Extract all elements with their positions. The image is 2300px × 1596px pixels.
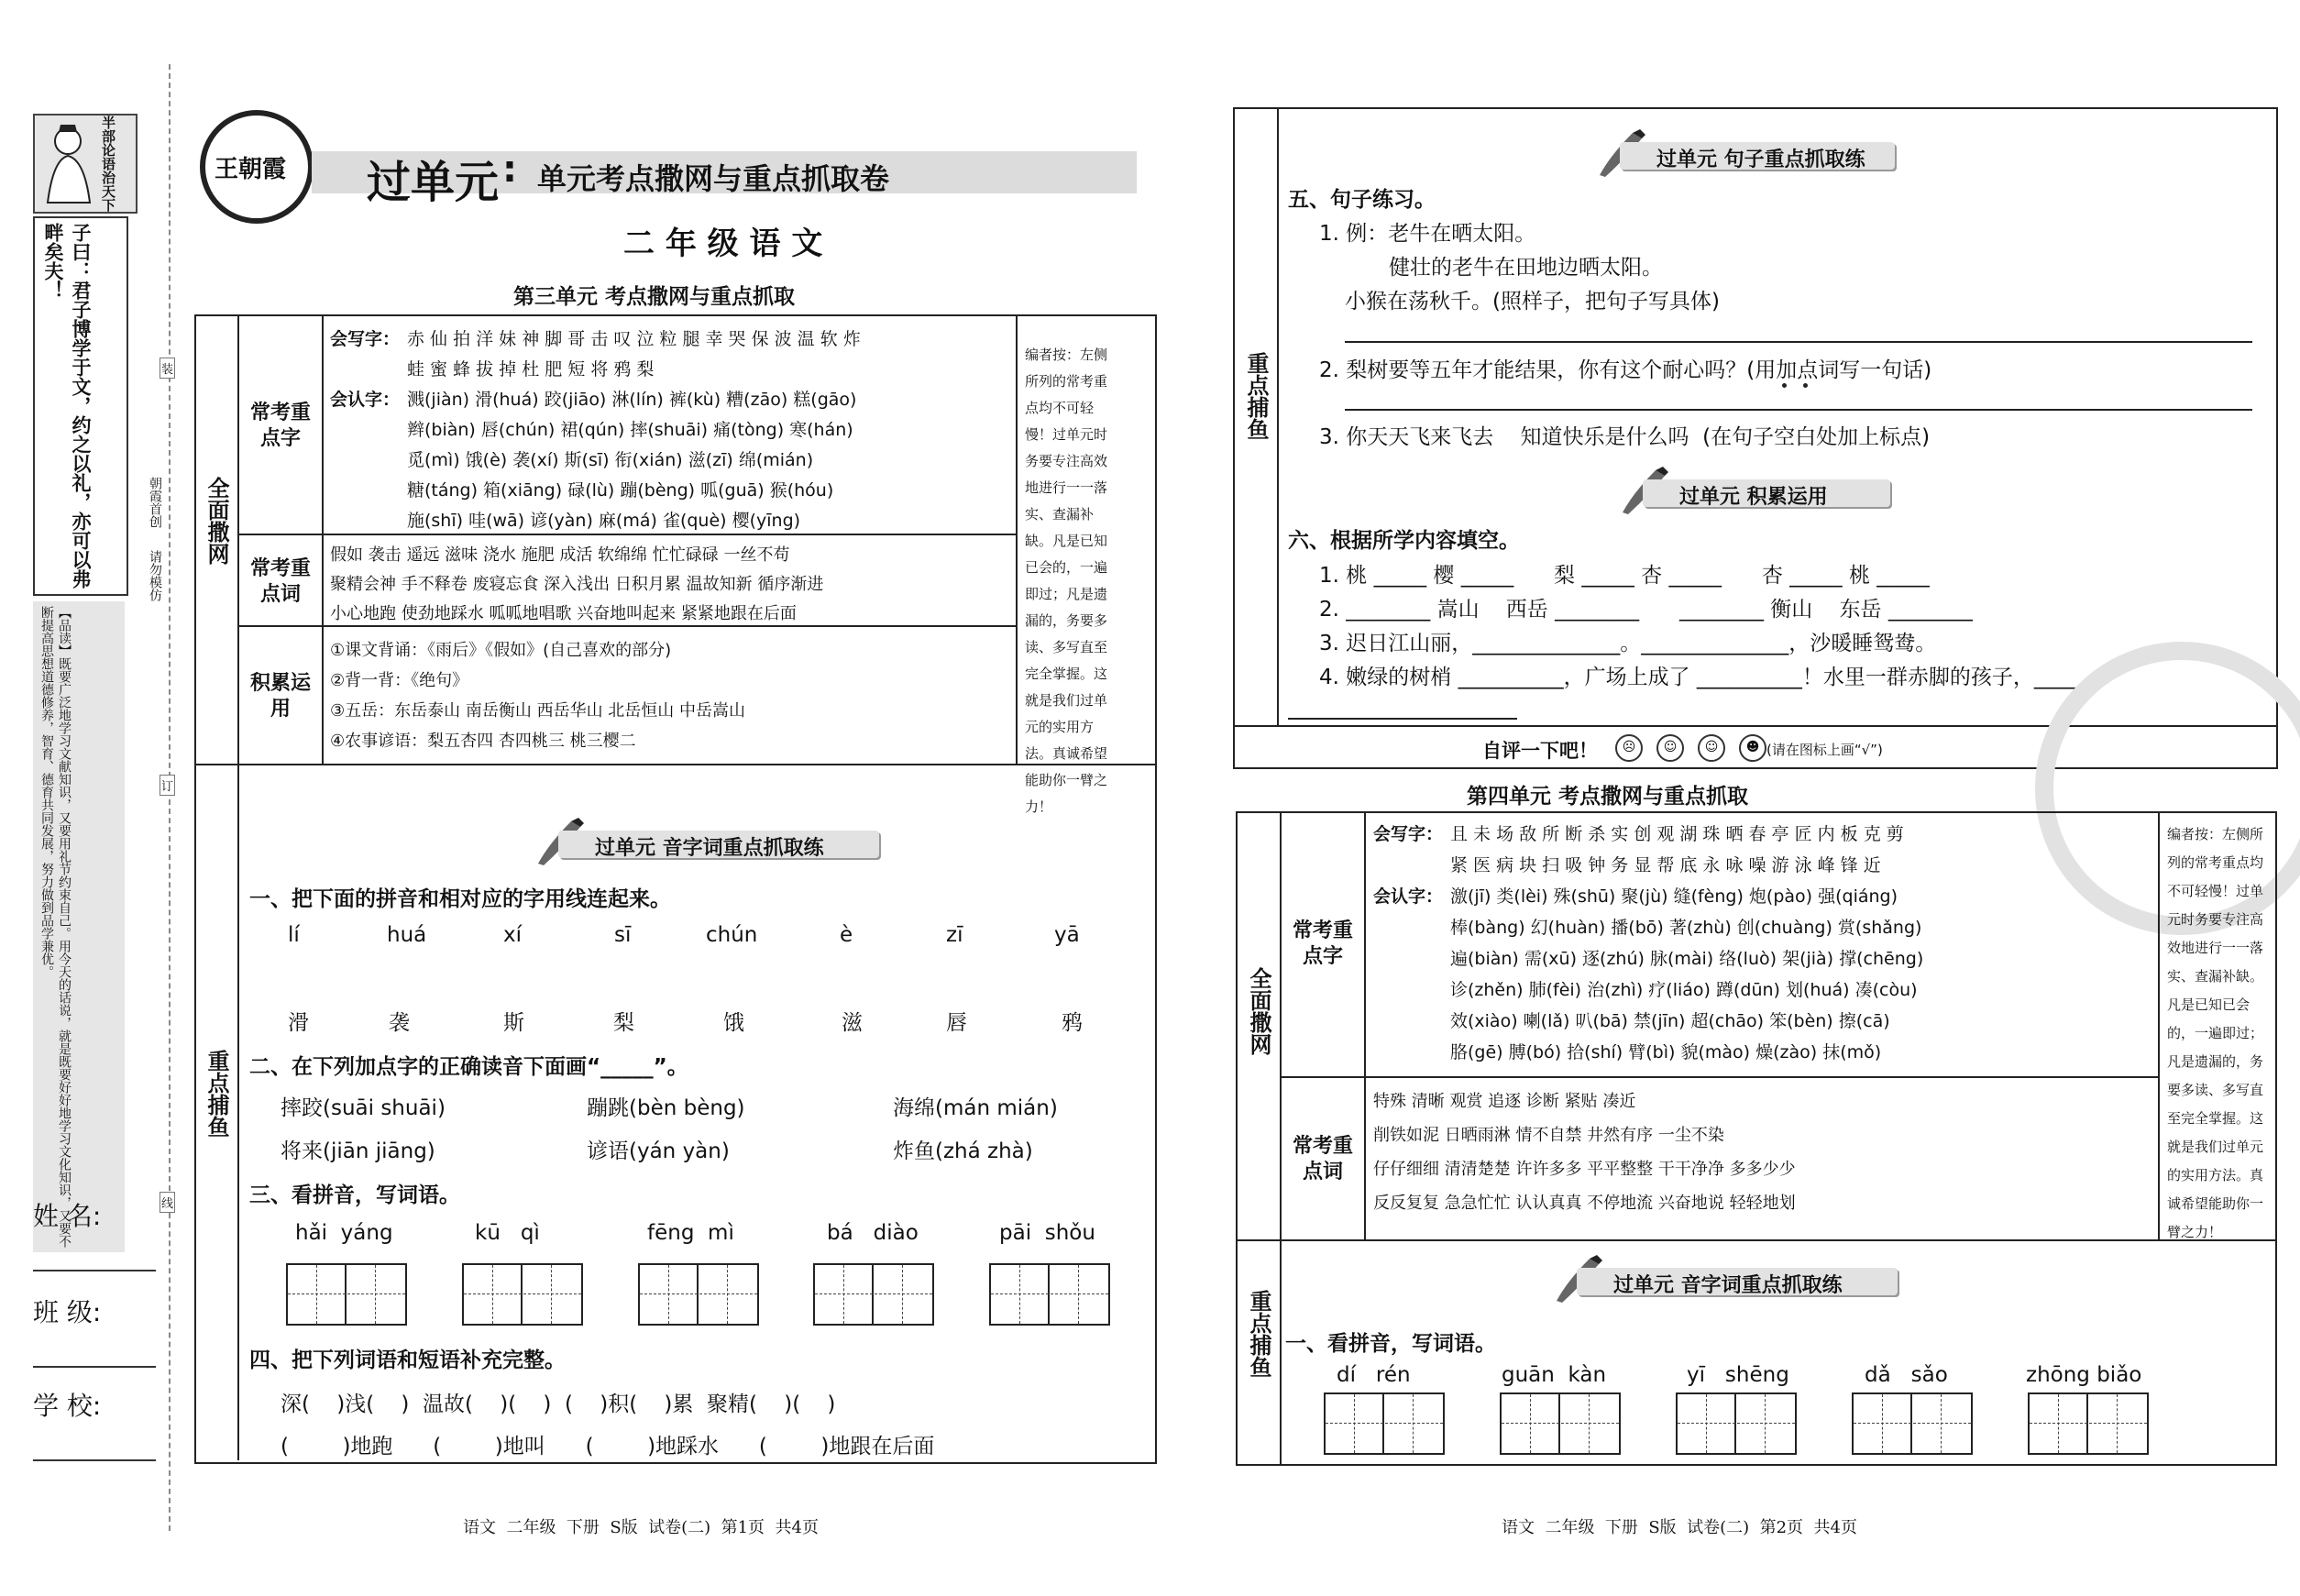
unit3-q2-item-5[interactable]: 谚语(yán yàn)	[587, 1139, 730, 1163]
laugh-face-icon[interactable]: ☻	[1739, 734, 1766, 762]
unit3-row1-label: 常考重点字	[249, 402, 311, 450]
self-eval-label: 自评一下吧！	[1482, 740, 1598, 762]
unit3-read-label: 会认字：	[330, 390, 401, 410]
q5-1-prompt: 小猴在荡秋千。(照样子，把句子写具体)	[1345, 290, 1720, 314]
q6-title: 六、根据所学内容填空。	[1288, 529, 1520, 553]
sad-face-icon[interactable]: ☹	[1615, 734, 1643, 762]
unit3-read-line-5: 施(shī) 哇(wā) 谚(yàn) 麻(má) 雀(què) 樱(yīng)	[407, 511, 801, 531]
unit4-q1-box-3[interactable]	[1676, 1392, 1797, 1455]
unit3-read-line-4: 糖(táng) 箱(xiāng) 碌(lù) 蹦(bèng) 呱(guā) 猴(hóu)	[407, 480, 834, 501]
q5-2-prompt: 2. 梨树要等五年才能结果，你有这个耐心吗？(用加点词写一句话)	[1319, 358, 1932, 382]
unit3-q1-pinyin-2[interactable]: huá	[387, 923, 427, 947]
unit3-q3-box-3[interactable]	[638, 1263, 759, 1326]
unit4-read-line-3: 遍(biàn) 需(xū) 逐(zhú) 脉(mài) 络(luò) 架(jià) 撑(chēng)	[1450, 949, 1924, 969]
school-field[interactable]	[33, 1386, 156, 1461]
unit4-words-line-4: 反反复复 急急忙忙 认认真真 不停地流 兴奋地说 轻轻地划	[1373, 1194, 1796, 1213]
cut-mark-1: 装	[160, 358, 175, 379]
emphasis-dot-1	[1782, 383, 1787, 388]
q5-2-answer-line[interactable]	[1345, 409, 2252, 411]
unit3-q4-line-2[interactable]: ( )地跑 ( )地叫 ( )地踩水 ( )地跟在后面	[281, 1435, 935, 1458]
title-colon: :	[502, 149, 517, 191]
sentence-banner	[1592, 137, 1895, 173]
q5-3-prompt[interactable]: 3. 你天天飞来飞去 知道快乐是什么吗 (在句子空白处加上标点)	[1319, 425, 1931, 449]
unit3-q3-box-4[interactable]	[813, 1263, 934, 1326]
unit3-q3-box-5[interactable]	[989, 1263, 1110, 1326]
unit4-q1-pinyin-2: guān kàn	[1502, 1363, 1607, 1387]
unit4-q1-pinyin-5: zhōng biǎo	[2026, 1363, 2142, 1387]
unit4-q1-box-4[interactable]	[1852, 1392, 1973, 1455]
unit3-q2: 二、在下列加点字的正确读音下面画“_____”。	[249, 1055, 688, 1079]
sage-illustration	[33, 114, 138, 214]
title-main: 过单元	[367, 157, 500, 208]
unit4-read-line-1: 激(jī) 类(lèi) 殊(shū) 聚(jù) 缝(fèng) 炮(pào) 强(qiáng)	[1450, 886, 1898, 907]
unit4-q1-box-1[interactable]	[1324, 1392, 1445, 1455]
unit3-accum-line-1: ①课文背诵：《雨后》《假如》(自己喜欢的部分)	[330, 641, 672, 660]
unit3-q3-pinyin-2: kū qì	[475, 1221, 540, 1245]
brand-logo	[200, 110, 314, 224]
unit3-q2-item-4[interactable]: 将来(jiān jiāng)	[281, 1139, 435, 1163]
q5-1-example: 1. 例：老牛在晒太阳。	[1319, 222, 1536, 246]
unit3-q1-pinyin-4[interactable]: sī	[614, 923, 632, 947]
unit4-read-line-6: 胳(gē) 膊(bó) 拾(shí) 臂(bì) 貌(mào) 燥(zào) 抹(mǒ)	[1450, 1042, 1882, 1062]
unit3-q1-pinyin-7[interactable]: zī	[946, 923, 963, 947]
unit3-q1-pinyin-3[interactable]: xí	[503, 923, 523, 947]
q6-2[interactable]: 2. ________ 嵩山 西岳 ________ ________ 衡山 东岳 ________	[1319, 598, 1973, 622]
grade-title: 二 年 级 语 文	[623, 226, 823, 262]
title-sub: 单元考点撒网与重点抓取卷	[537, 161, 890, 196]
unit3-q1-char-2[interactable]: 袭	[389, 1011, 410, 1035]
q5-title: 五、句子练习。	[1288, 188, 1436, 212]
unit4-write-label: 会写字：	[1373, 824, 1444, 844]
emphasis-dot-2	[1803, 383, 1808, 388]
q6-4[interactable]: 4. 嫩绿的树梢 __________，广场上成了 __________！水里一群赤脚的孩子，_____	[1319, 666, 2087, 689]
name-label: 姓 名:	[33, 1201, 102, 1231]
unit4-read-line-4: 诊(zhěn) 肺(fèi) 治(zhì) 疗(liáo) 蹲(dūn) 划(huá) 凑(còu)	[1450, 980, 1918, 1000]
q6-4-continuation-line[interactable]	[1288, 718, 1517, 720]
q6-1[interactable]: 1. 桃 _____ 樱 _____ 梨 _____ 杏 _____ 杏 _____ 桃 _____	[1319, 564, 1930, 588]
unit3-q1-pinyin-6[interactable]: è	[840, 923, 853, 947]
page2-footer: 语文 二年级 下册 S版 试卷(二) 第2页 共4页	[1502, 1518, 1857, 1537]
unit3-accum-line-2: ②背一背：《绝句》	[330, 671, 469, 690]
unit3-q3-pinyin-1: hǎi yáng	[295, 1221, 393, 1245]
unit4-words-line-2: 削铁如泥 日晒雨淋 情不自禁 井然有序 一尘不染	[1373, 1126, 1724, 1145]
self-eval-note: (请在图标上画“√”)	[1766, 742, 1883, 758]
sentence-banner-label: 过单元 句子重点抓取练	[1656, 149, 1865, 171]
unit3-q1-char-6[interactable]: 滋	[842, 1011, 863, 1035]
unit3-practice-label: 过单元 音字词重点抓取练	[595, 837, 824, 860]
brand-name: 王朝霞	[215, 156, 287, 183]
page1-footer: 语文 二年级 下册 S版 试卷(二) 第1页 共4页	[463, 1518, 819, 1537]
unit3-title: 第三单元 考点撒网与重点抓取	[513, 285, 796, 309]
unit3-read-line-2: 辫(biàn) 唇(chún) 裙(qún) 摔(shuāi) 痛(tòng) 寒(hán)	[407, 420, 853, 440]
unit3-q1-pinyin-1[interactable]: lí	[288, 923, 300, 947]
unit4-side-main: 全面撒网	[1246, 967, 1271, 1055]
unit4-practice-banner	[1549, 1262, 1898, 1299]
unit3-read-line-1: 溅(jiàn) 滑(huá) 跤(jiāo) 淋(lín) 裤(kù) 糟(zāo) 糕(gāo)	[407, 390, 857, 410]
series-label: 半部论语治天下	[100, 116, 116, 212]
unit3-q1-char-7[interactable]: 唇	[946, 1011, 967, 1035]
unit3-write-label: 会写字：	[330, 329, 401, 349]
unit3-side-focus: 重点捕鱼	[204, 1050, 229, 1138]
unit3-q4: 四、把下列词语和短语补充完整。	[249, 1348, 566, 1372]
unit3-words-line-1: 假如 袭击 遥远 滋味 浇水 施肥 成活 软绵绵 忙忙碌碌 一丝不苟	[330, 545, 790, 565]
unit3-q1-char-8[interactable]: 鸦	[1062, 1011, 1083, 1035]
unit3-q2-item-6[interactable]: 炸鱼(zhá zhà)	[893, 1139, 1033, 1163]
q5-1-sample: 健壮的老牛在田地边晒太阳。	[1389, 256, 1663, 280]
unit3-q2-item-3[interactable]: 海绵(mán mián)	[893, 1096, 1058, 1120]
quote-text: 子曰：君子博学于文，约之以礼，亦可以弗畔矣夫！	[42, 223, 92, 589]
cut-mark-3: 线	[160, 1192, 175, 1213]
unit4-read-line-2: 棒(bàng) 幻(huàn) 播(bō) 著(zhù) 创(chuàng) 赏(shǎng)	[1450, 918, 1922, 938]
right-side-focus: 重点捕鱼	[1243, 352, 1269, 440]
unit3-q3-pinyin-4: bá diào	[827, 1221, 919, 1245]
unit4-table	[1236, 811, 2277, 1466]
smile-face-icon[interactable]: ☺	[1698, 734, 1725, 762]
unit3-words-line-3: 小心地跑 使劲地踩水 呱呱地唱歌 兴奋地叫起来 紧紧地跟在后面	[330, 604, 797, 623]
unit3-q2-item-1[interactable]: 摔跤(suāi shuāi)	[281, 1096, 446, 1120]
class-field[interactable]	[33, 1293, 156, 1368]
unit3-row2-label: 常考重点词	[249, 557, 311, 606]
unit4-editor-note: 编者按：左侧所列的常考重点均不可轻慢！过单元时务要专注高效地进行一一落实、查漏补缺。凡是已知已会的，一遍即过；凡是遗漏的，务要多读、多写直至完全掌握。这就是我们过单元的实用方法。真诚希望能助你一臂之力！	[2167, 826, 2264, 1240]
unit4-q1-box-2[interactable]	[1500, 1392, 1621, 1455]
unit4-row1-label: 常考重点字	[1292, 919, 1353, 968]
unit3-q4-line-1[interactable]: 深( )浅( ) 温故( )( ) ( )积( )累 聚精( )( )	[281, 1392, 836, 1416]
pindu-box	[33, 601, 125, 1252]
unit4-words-line-1: 特殊 清晰 观赏 追逐 诊断 紧贴 凑近	[1373, 1092, 1636, 1111]
accum-banner	[1615, 474, 1890, 511]
unit4-practice-label: 过单元 音字词重点抓取练	[1613, 1274, 1843, 1297]
side-note-1: 朝霞首创	[148, 477, 162, 528]
unit3-words-line-2: 聚精会神 手不释卷 废寝忘食 深入浅出 日积月累 温故知新 循序渐进	[330, 575, 824, 594]
unit3-table	[194, 314, 1157, 1464]
unit3-q3-pinyin-3: fēng mì	[647, 1221, 734, 1245]
unit4-title: 第四单元 考点撒网与重点抓取	[1467, 785, 1749, 809]
unit3-q3-box-1[interactable]	[286, 1263, 407, 1326]
unit4-q1-pinyin-3: yī shēng	[1687, 1363, 1789, 1387]
unit3-accum-line-3: ③五岳：东岳泰山 南岳衡山 西岳华山 北岳恒山 中岳嵩山	[330, 701, 746, 721]
sage-portrait-icon	[35, 116, 136, 212]
unit3-q1-pinyin-8[interactable]: yā	[1054, 923, 1080, 947]
q5-1-answer-line[interactable]	[1345, 341, 2252, 343]
unit3-side-main: 全面撒网	[204, 477, 229, 565]
unit3-write-line-1: 赤 仙 拍 洋 妹 神 脚 哥 击 叹 泣 粒 腿 幸 哭 保 波 温 软 炸	[407, 329, 861, 349]
unit3-q1-char-3[interactable]: 斯	[503, 1011, 524, 1035]
cut-line	[169, 64, 171, 1531]
unit4-q1-pinyin-4: dǎ sǎo	[1865, 1363, 1948, 1387]
accum-banner-label: 过单元 积累运用	[1679, 486, 1828, 509]
cut-mark-2: 订	[160, 775, 175, 796]
unit3-accum-line-4: ④农事谚语：梨五杏四 杏四桃三 桃三樱二	[330, 732, 636, 751]
unit3-practice-banner	[531, 825, 879, 862]
unit3-q3-box-2[interactable]	[462, 1263, 583, 1326]
pindu-text: 【品读】既要广泛地学习文献知识，又要用礼节约束自己。用今天的话说，就是既要好好地学习文化知识，又要不断提高思想道德修养，智育、德育共同发展，努力做到品学兼优。	[39, 606, 72, 1248]
unit4-words-line-3: 仔仔细细 清清楚楚 许许多多 平平整整 干干净净 多多少少	[1373, 1160, 1796, 1179]
neutral-face-icon[interactable]: ☺	[1656, 734, 1684, 762]
unit4-read-label: 会认字：	[1373, 886, 1444, 907]
unit3-q2-item-2[interactable]: 蹦跳(bèn bèng)	[587, 1096, 745, 1120]
unit4-write-line-1: 且 未 场 敌 所 断 杀 实 创 观 湖 珠 晒 春 亭 匠 内 板 克 剪	[1450, 824, 1904, 844]
school-label: 学 校:	[33, 1391, 102, 1421]
unit3-q1-char-4[interactable]: 梨	[613, 1011, 634, 1035]
unit4-side-focus: 重点捕鱼	[1246, 1290, 1271, 1378]
side-note-2: 请勿模仿	[148, 550, 162, 601]
name-field[interactable]	[33, 1196, 156, 1271]
quote-box	[33, 216, 128, 596]
unit4-read-line-5: 效(xiào) 喇(lǎ) 叭(bā) 禁(jīn) 超(chāo) 笨(bèn) 擦(cā)	[1450, 1011, 1890, 1031]
unit3-q1: 一、把下面的拼音和相对应的字用线连起来。	[249, 887, 671, 911]
class-label: 班 级:	[33, 1297, 102, 1327]
unit4-q1-pinyin-1: dí rén	[1337, 1363, 1411, 1387]
unit3-row3-label: 积累运用	[249, 672, 311, 721]
unit3-editor-note: 编者按：左侧所列的常考重点均不可轻慢！过单元时务要专注高效地进行一一落实、查漏补缺。凡是已知已会的，一遍即过；凡是遗漏的，务要多读、多写直至完全掌握。这就是我们过单元的实用方法。真诚希望能助你一臂之力！	[1025, 347, 1108, 815]
unit3-write-line-2: 蛙 蜜 蜂 拔 掉 杜 肥 短 将 鸦 梨	[407, 359, 655, 380]
unit3-q1-pinyin-5[interactable]: chún	[706, 923, 758, 947]
unit4-q1-box-5[interactable]	[2028, 1392, 2149, 1455]
unit3-q1-char-5[interactable]: 饿	[723, 1011, 744, 1035]
unit3-q1-char-1[interactable]: 滑	[288, 1011, 309, 1035]
q6-3[interactable]: 3. 迟日江山丽，______________。______________，沙暖睡鸳鸯。	[1319, 632, 1937, 655]
unit4-write-line-2: 紧 医 病 块 扫 吸 钟 务 显 帮 底 永 咏 噪 游 泳 峰 锋 近	[1450, 855, 1881, 875]
unit4-q1: 一、看拼音，写词语。	[1285, 1332, 1496, 1356]
unit3-q3-pinyin-5: pāi shǒu	[999, 1221, 1095, 1245]
unit4-row2-label: 常考重点词	[1292, 1135, 1353, 1183]
unit3-read-line-3: 觅(mì) 饿(è) 袭(xí) 斯(sī) 衔(xián) 滋(zī) 绵(mián)	[407, 450, 814, 470]
unit3-q3: 三、看拼音，写词语。	[249, 1183, 460, 1207]
